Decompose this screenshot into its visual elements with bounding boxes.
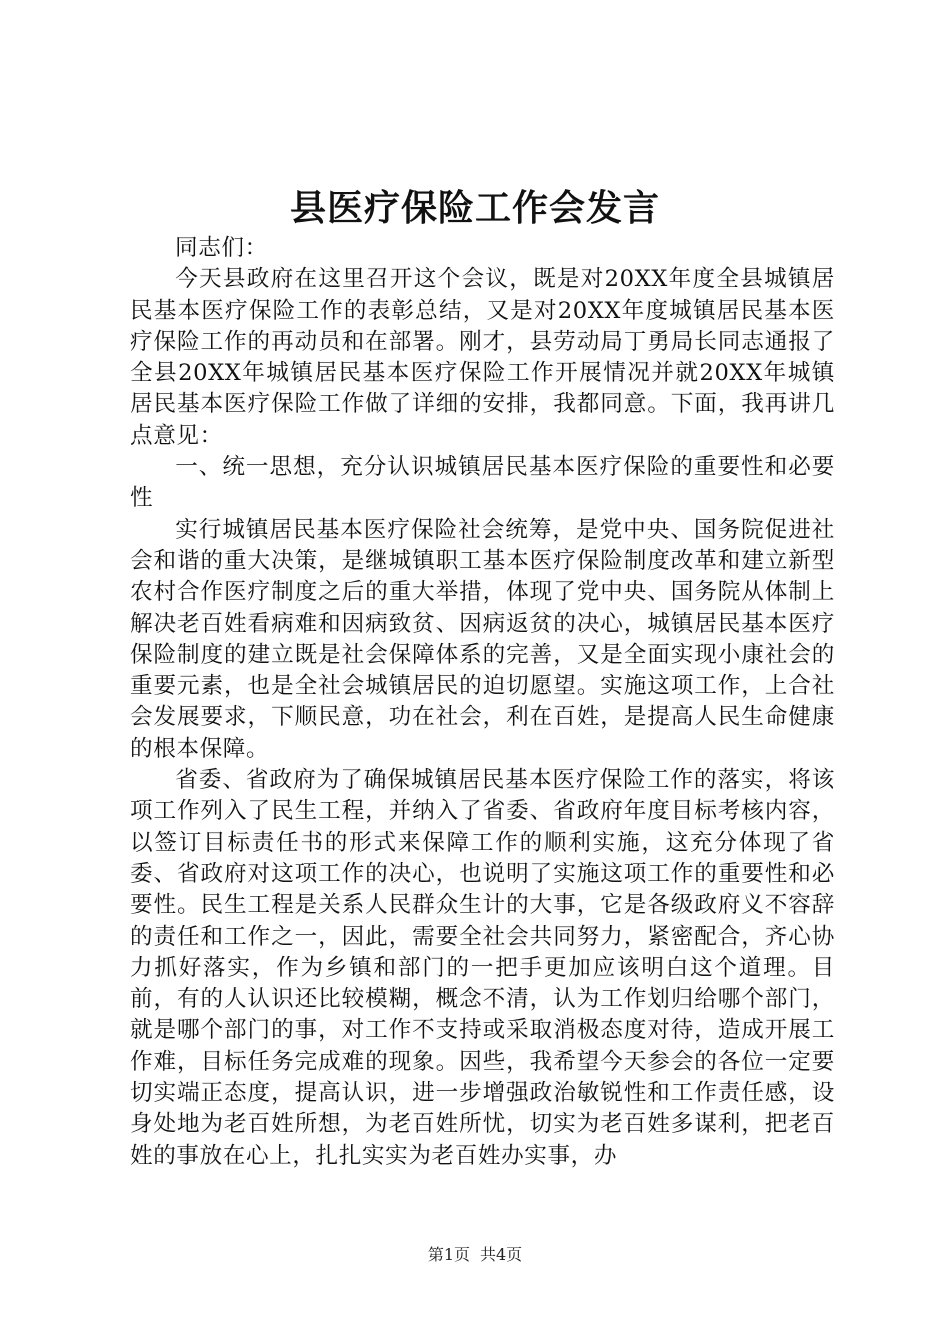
page-number: 第1页 xyxy=(427,1245,470,1264)
section-heading-1: 一、统一思想，充分认识城镇居民基本医疗保险的重要性和必要性 xyxy=(130,454,835,512)
paragraph-opening: 今天县政府在这里召开这个会议，既是对20XX年度全县城镇居民基本医疗保险工作的表彰总结，又是对20XX年度城镇居民基本医疗保险工作的再动员和在部署。刚才，县劳动局丁勇局长同志通报了全县20XX年城镇居民基本医疗保险工作开展情况并就20XX年城镇居民基本医疗保险工作做了详细的安排，我都同意。下面，我再讲几点意见： xyxy=(130,266,835,449)
paragraph-province: 省委、省政府为了确保城镇居民基本医疗保险工作的落实，将该项工作列入了民生工程，并纳入了省委、省政府年度目标考核内容，以签订目标责任书的形式来保障工作的顺利实施，这充分体现了省委、省政府对这项工作的决心，也说明了实施这项工作的重要性和必要性。民生工程是关系人民群众生计的大事，它是各级政府义不容辞的责任和工作之一，因此，需要全社会共同努力，紧密配合，齐心协力抓好落实，作为乡镇和部门的一把手更加应该明白这个道理。目前，有的人认识还比较模糊，概念不清，认为工作划归给哪个部门，就是哪个部门的事，对工作不支持或采取消极态度对待，造成开展工作难，目标任务完成难的现象。因些，我希望今天参会的各位一定要切实端正态度，提高认识，进一步增强政治敏锐性和工作责任感，设身处地为老百姓所想，为老百姓所忧，切实为老百姓多谋利，把老百姓的事放在心上，扎扎实实为老百姓办实事，办 xyxy=(130,767,835,1169)
salutation: 同志们： xyxy=(175,235,268,261)
page-total: 共4页 xyxy=(480,1245,523,1264)
document-body xyxy=(130,233,835,1172)
page-footer xyxy=(0,1244,950,1266)
paragraph-significance: 实行城镇居民基本医疗保险社会统筹，是党中央、国务院促进社会和谐的重大决策，是继城镇职工基本医疗保险制度改革和建立新型农村合作医疗制度之后的重大举措，体现了党中央、国务院从体制上解决老百姓看病难和因病致贫、因病返贫的决心，城镇居民基本医疗保险制度的建立既是社会保障体系的完善，又是全面实现小康社会的重要元素，也是全社会城镇居民的迫切愿望。实施这项工作，上合社会发展要求，下顺民意，功在社会，利在百姓，是提高人民生命健康的根本保障。 xyxy=(130,516,835,762)
document-title: 县医疗保险工作会发言 xyxy=(289,187,660,229)
